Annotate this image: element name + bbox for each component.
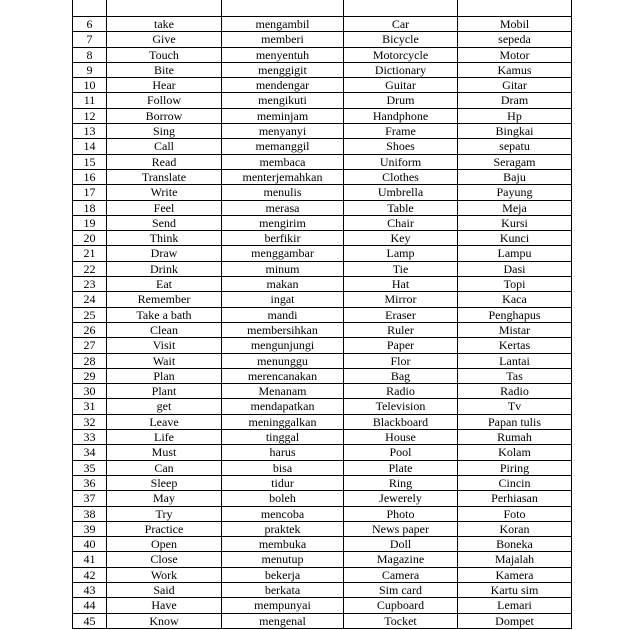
table-row — [73, 261, 572, 276]
verb-indonesian-cell: membersihkan — [222, 322, 344, 337]
noun-indonesian-cell: Perhiasan — [458, 491, 572, 506]
number-cell: 6 — [73, 17, 107, 32]
table-row — [73, 338, 572, 353]
verb-english-cell: Visit — [107, 338, 222, 353]
verb-indonesian-cell: membuka — [222, 537, 344, 552]
noun-english-cell: Cupboard — [344, 598, 458, 613]
noun-indonesian-cell: Dram — [458, 93, 572, 108]
verb-indonesian-cell: mengambil — [222, 17, 344, 32]
verb-indonesian-cell: memberi — [222, 32, 344, 47]
verb-english-cell: Work — [107, 567, 222, 582]
number-cell: 34 — [73, 445, 107, 460]
noun-english-cell: Dictionary — [344, 62, 458, 77]
noun-indonesian-cell: Kunci — [458, 231, 572, 246]
number-cell: 18 — [73, 200, 107, 215]
number-cell: 25 — [73, 307, 107, 322]
noun-english-cell: Television — [344, 399, 458, 414]
table-row — [73, 613, 572, 628]
noun-english-cell: Chair — [344, 215, 458, 230]
number-cell: 21 — [73, 246, 107, 261]
verb-english-cell: Said — [107, 582, 222, 597]
noun-indonesian-cell: Foto — [458, 506, 572, 521]
number-cell — [73, 0, 107, 17]
noun-indonesian-cell: Bingkai — [458, 124, 572, 139]
number-cell: 22 — [73, 261, 107, 276]
noun-english-cell: Bicycle — [344, 32, 458, 47]
table-row — [73, 47, 572, 62]
verb-english-cell: Must — [107, 445, 222, 460]
noun-indonesian-cell: Majalah — [458, 552, 572, 567]
noun-english-cell: Clothes — [344, 169, 458, 184]
noun-indonesian-cell: Radio — [458, 384, 572, 399]
verb-english-cell: Hear — [107, 78, 222, 93]
noun-english-cell: Tocket — [344, 613, 458, 628]
table-row — [73, 0, 572, 17]
number-cell: 40 — [73, 537, 107, 552]
table-row — [73, 537, 572, 552]
number-cell: 26 — [73, 322, 107, 337]
number-cell: 24 — [73, 292, 107, 307]
number-cell: 35 — [73, 460, 107, 475]
verb-english-cell: Drink — [107, 261, 222, 276]
vocabulary-table-body — [73, 0, 572, 628]
noun-english-cell — [344, 0, 458, 17]
noun-english-cell: Tie — [344, 261, 458, 276]
number-cell: 45 — [73, 613, 107, 628]
verb-indonesian-cell: harus — [222, 445, 344, 460]
verb-indonesian-cell: membaca — [222, 154, 344, 169]
verb-indonesian-cell: menggambar — [222, 246, 344, 261]
verb-indonesian-cell: mengirim — [222, 215, 344, 230]
noun-english-cell: Mirror — [344, 292, 458, 307]
table-row — [73, 598, 572, 613]
table-row — [73, 78, 572, 93]
verb-english-cell: Eat — [107, 277, 222, 292]
verb-indonesian-cell: meminjam — [222, 108, 344, 123]
number-cell: 42 — [73, 567, 107, 582]
table-row — [73, 185, 572, 200]
noun-indonesian-cell: Gitar — [458, 78, 572, 93]
table-row — [73, 108, 572, 123]
table-row — [73, 567, 572, 582]
table-row — [73, 139, 572, 154]
noun-english-cell: Umbrella — [344, 185, 458, 200]
table-row — [73, 124, 572, 139]
table-row — [73, 475, 572, 490]
noun-indonesian-cell: Kamera — [458, 567, 572, 582]
verb-english-cell: Write — [107, 185, 222, 200]
number-cell: 7 — [73, 32, 107, 47]
verb-indonesian-cell: menulis — [222, 185, 344, 200]
table-row — [73, 277, 572, 292]
noun-english-cell: Paper — [344, 338, 458, 353]
table-row — [73, 17, 572, 32]
verb-english-cell — [107, 0, 222, 17]
table-row — [73, 552, 572, 567]
noun-english-cell: Handphone — [344, 108, 458, 123]
number-cell: 43 — [73, 582, 107, 597]
number-cell: 17 — [73, 185, 107, 200]
verb-indonesian-cell: mencoba — [222, 506, 344, 521]
table-row — [73, 200, 572, 215]
verb-indonesian-cell: minum — [222, 261, 344, 276]
number-cell: 8 — [73, 47, 107, 62]
table-row — [73, 384, 572, 399]
verb-indonesian-cell: menyanyi — [222, 124, 344, 139]
table-row — [73, 215, 572, 230]
noun-english-cell: Flor — [344, 353, 458, 368]
verb-english-cell: Touch — [107, 47, 222, 62]
verb-indonesian-cell: mempunyai — [222, 598, 344, 613]
noun-indonesian-cell: Tas — [458, 368, 572, 383]
noun-indonesian-cell: Lampu — [458, 246, 572, 261]
verb-indonesian-cell: meninggalkan — [222, 414, 344, 429]
table-row — [73, 582, 572, 597]
number-cell: 27 — [73, 338, 107, 353]
noun-indonesian-cell: Seragam — [458, 154, 572, 169]
noun-indonesian-cell: sepeda — [458, 32, 572, 47]
noun-english-cell: Motorcycle — [344, 47, 458, 62]
noun-english-cell: Pool — [344, 445, 458, 460]
verb-english-cell: Sleep — [107, 475, 222, 490]
number-cell: 41 — [73, 552, 107, 567]
number-cell: 23 — [73, 277, 107, 292]
noun-english-cell: Key — [344, 231, 458, 246]
verb-english-cell: Borrow — [107, 108, 222, 123]
table-row — [73, 430, 572, 445]
noun-english-cell: Drum — [344, 93, 458, 108]
noun-indonesian-cell: Baju — [458, 169, 572, 184]
table-row — [73, 460, 572, 475]
table-row — [73, 399, 572, 414]
verb-indonesian-cell: berfikir — [222, 231, 344, 246]
table-row — [73, 169, 572, 184]
verb-english-cell: Plan — [107, 368, 222, 383]
verb-indonesian-cell: makan — [222, 277, 344, 292]
noun-indonesian-cell: Kamus — [458, 62, 572, 77]
noun-indonesian-cell: Kolam — [458, 445, 572, 460]
number-cell: 9 — [73, 62, 107, 77]
noun-english-cell: Camera — [344, 567, 458, 582]
verb-english-cell: May — [107, 491, 222, 506]
noun-indonesian-cell: Hp — [458, 108, 572, 123]
noun-indonesian-cell: Kursi — [458, 215, 572, 230]
verb-indonesian-cell: bekerja — [222, 567, 344, 582]
table-row — [73, 445, 572, 460]
noun-english-cell: Ruler — [344, 322, 458, 337]
verb-english-cell: Feel — [107, 200, 222, 215]
table-row — [73, 93, 572, 108]
vocabulary-table — [72, 0, 572, 629]
noun-english-cell: Lamp — [344, 246, 458, 261]
number-cell: 12 — [73, 108, 107, 123]
table-row — [73, 32, 572, 47]
number-cell: 10 — [73, 78, 107, 93]
number-cell: 31 — [73, 399, 107, 414]
verb-english-cell: Have — [107, 598, 222, 613]
noun-indonesian-cell: Topi — [458, 277, 572, 292]
noun-indonesian-cell: Boneka — [458, 537, 572, 552]
noun-english-cell: News paper — [344, 521, 458, 536]
noun-indonesian-cell: Mobil — [458, 17, 572, 32]
noun-indonesian-cell: Penghapus — [458, 307, 572, 322]
number-cell: 11 — [73, 93, 107, 108]
noun-indonesian-cell: Kaca — [458, 292, 572, 307]
verb-english-cell: Open — [107, 537, 222, 552]
number-cell: 16 — [73, 169, 107, 184]
noun-indonesian-cell: Motor — [458, 47, 572, 62]
verb-english-cell: take — [107, 17, 222, 32]
number-cell: 32 — [73, 414, 107, 429]
noun-indonesian-cell: Dompet — [458, 613, 572, 628]
verb-english-cell: Sing — [107, 124, 222, 139]
number-cell: 14 — [73, 139, 107, 154]
verb-indonesian-cell: menterjemahkan — [222, 169, 344, 184]
verb-english-cell: Send — [107, 215, 222, 230]
verb-indonesian-cell: mendapatkan — [222, 399, 344, 414]
verb-indonesian-cell: mengenal — [222, 613, 344, 628]
noun-indonesian-cell — [458, 0, 572, 17]
verb-indonesian-cell: tinggal — [222, 430, 344, 445]
noun-indonesian-cell: Koran — [458, 521, 572, 536]
verb-english-cell: Know — [107, 613, 222, 628]
number-cell: 33 — [73, 430, 107, 445]
verb-indonesian-cell: mengunjungi — [222, 338, 344, 353]
noun-english-cell: Uniform — [344, 154, 458, 169]
table-row — [73, 353, 572, 368]
noun-indonesian-cell: Cincin — [458, 475, 572, 490]
verb-indonesian-cell: praktek — [222, 521, 344, 536]
verb-english-cell: Draw — [107, 246, 222, 261]
table-row — [73, 414, 572, 429]
table-row — [73, 506, 572, 521]
noun-english-cell: Photo — [344, 506, 458, 521]
noun-indonesian-cell: Payung — [458, 185, 572, 200]
table-row — [73, 491, 572, 506]
noun-english-cell: Magazine — [344, 552, 458, 567]
verb-english-cell: Close — [107, 552, 222, 567]
verb-indonesian-cell: mendengar — [222, 78, 344, 93]
verb-indonesian-cell: menggigit — [222, 62, 344, 77]
verb-indonesian-cell: tidur — [222, 475, 344, 490]
table-row — [73, 521, 572, 536]
noun-indonesian-cell: Papan tulis — [458, 414, 572, 429]
table-row — [73, 246, 572, 261]
number-cell: 15 — [73, 154, 107, 169]
number-cell: 13 — [73, 124, 107, 139]
number-cell: 38 — [73, 506, 107, 521]
table-row — [73, 62, 572, 77]
noun-english-cell: Ring — [344, 475, 458, 490]
noun-english-cell: Shoes — [344, 139, 458, 154]
noun-english-cell: Eraser — [344, 307, 458, 322]
verb-indonesian-cell: merasa — [222, 200, 344, 215]
verb-english-cell: Call — [107, 139, 222, 154]
number-cell: 28 — [73, 353, 107, 368]
noun-indonesian-cell: Lantai — [458, 353, 572, 368]
verb-english-cell: Translate — [107, 169, 222, 184]
verb-english-cell: Remember — [107, 292, 222, 307]
noun-indonesian-cell: Meja — [458, 200, 572, 215]
verb-english-cell: Practice — [107, 521, 222, 536]
noun-indonesian-cell: Kertas — [458, 338, 572, 353]
verb-english-cell: Clean — [107, 322, 222, 337]
noun-english-cell: Bag — [344, 368, 458, 383]
table-row — [73, 292, 572, 307]
verb-indonesian-cell: menyentuh — [222, 47, 344, 62]
table-row — [73, 231, 572, 246]
verb-english-cell: Give — [107, 32, 222, 47]
noun-english-cell: Hat — [344, 277, 458, 292]
verb-indonesian-cell: menutup — [222, 552, 344, 567]
verb-indonesian-cell — [222, 0, 344, 17]
table-row — [73, 322, 572, 337]
noun-english-cell: Sim card — [344, 582, 458, 597]
number-cell: 20 — [73, 231, 107, 246]
table-row — [73, 154, 572, 169]
number-cell: 30 — [73, 384, 107, 399]
verb-english-cell: Take a bath — [107, 307, 222, 322]
noun-english-cell: Doll — [344, 537, 458, 552]
verb-english-cell: Try — [107, 506, 222, 521]
verb-indonesian-cell: mengikuti — [222, 93, 344, 108]
verb-english-cell: Can — [107, 460, 222, 475]
verb-indonesian-cell: mandi — [222, 307, 344, 322]
number-cell: 19 — [73, 215, 107, 230]
noun-english-cell: Table — [344, 200, 458, 215]
verb-english-cell: Plant — [107, 384, 222, 399]
number-cell: 44 — [73, 598, 107, 613]
number-cell: 37 — [73, 491, 107, 506]
verb-indonesian-cell: memanggil — [222, 139, 344, 154]
noun-indonesian-cell: Tv — [458, 399, 572, 414]
noun-english-cell: Radio — [344, 384, 458, 399]
verb-english-cell: Bite — [107, 62, 222, 77]
number-cell: 39 — [73, 521, 107, 536]
noun-english-cell: Jewerely — [344, 491, 458, 506]
verb-english-cell: Think — [107, 231, 222, 246]
noun-indonesian-cell: Mistar — [458, 322, 572, 337]
noun-english-cell: Frame — [344, 124, 458, 139]
table-row — [73, 307, 572, 322]
noun-indonesian-cell: Rumah — [458, 430, 572, 445]
table-row — [73, 368, 572, 383]
noun-indonesian-cell: Lemari — [458, 598, 572, 613]
number-cell: 36 — [73, 475, 107, 490]
noun-indonesian-cell: sepatu — [458, 139, 572, 154]
noun-english-cell: Car — [344, 17, 458, 32]
verb-indonesian-cell: Menanam — [222, 384, 344, 399]
noun-indonesian-cell: Dasi — [458, 261, 572, 276]
noun-indonesian-cell: Kartu sim — [458, 582, 572, 597]
verb-english-cell: Follow — [107, 93, 222, 108]
noun-english-cell: Plate — [344, 460, 458, 475]
verb-english-cell: Leave — [107, 414, 222, 429]
verb-indonesian-cell: menunggu — [222, 353, 344, 368]
verb-indonesian-cell: merencanakan — [222, 368, 344, 383]
number-cell: 29 — [73, 368, 107, 383]
verb-english-cell: Life — [107, 430, 222, 445]
verb-indonesian-cell: boleh — [222, 491, 344, 506]
noun-english-cell: Guitar — [344, 78, 458, 93]
verb-english-cell: Wait — [107, 353, 222, 368]
verb-english-cell: get — [107, 399, 222, 414]
noun-english-cell: House — [344, 430, 458, 445]
verb-indonesian-cell: bisa — [222, 460, 344, 475]
noun-english-cell: Blackboard — [344, 414, 458, 429]
noun-indonesian-cell: Piring — [458, 460, 572, 475]
verb-indonesian-cell: ingat — [222, 292, 344, 307]
verb-indonesian-cell: berkata — [222, 582, 344, 597]
verb-english-cell: Read — [107, 154, 222, 169]
